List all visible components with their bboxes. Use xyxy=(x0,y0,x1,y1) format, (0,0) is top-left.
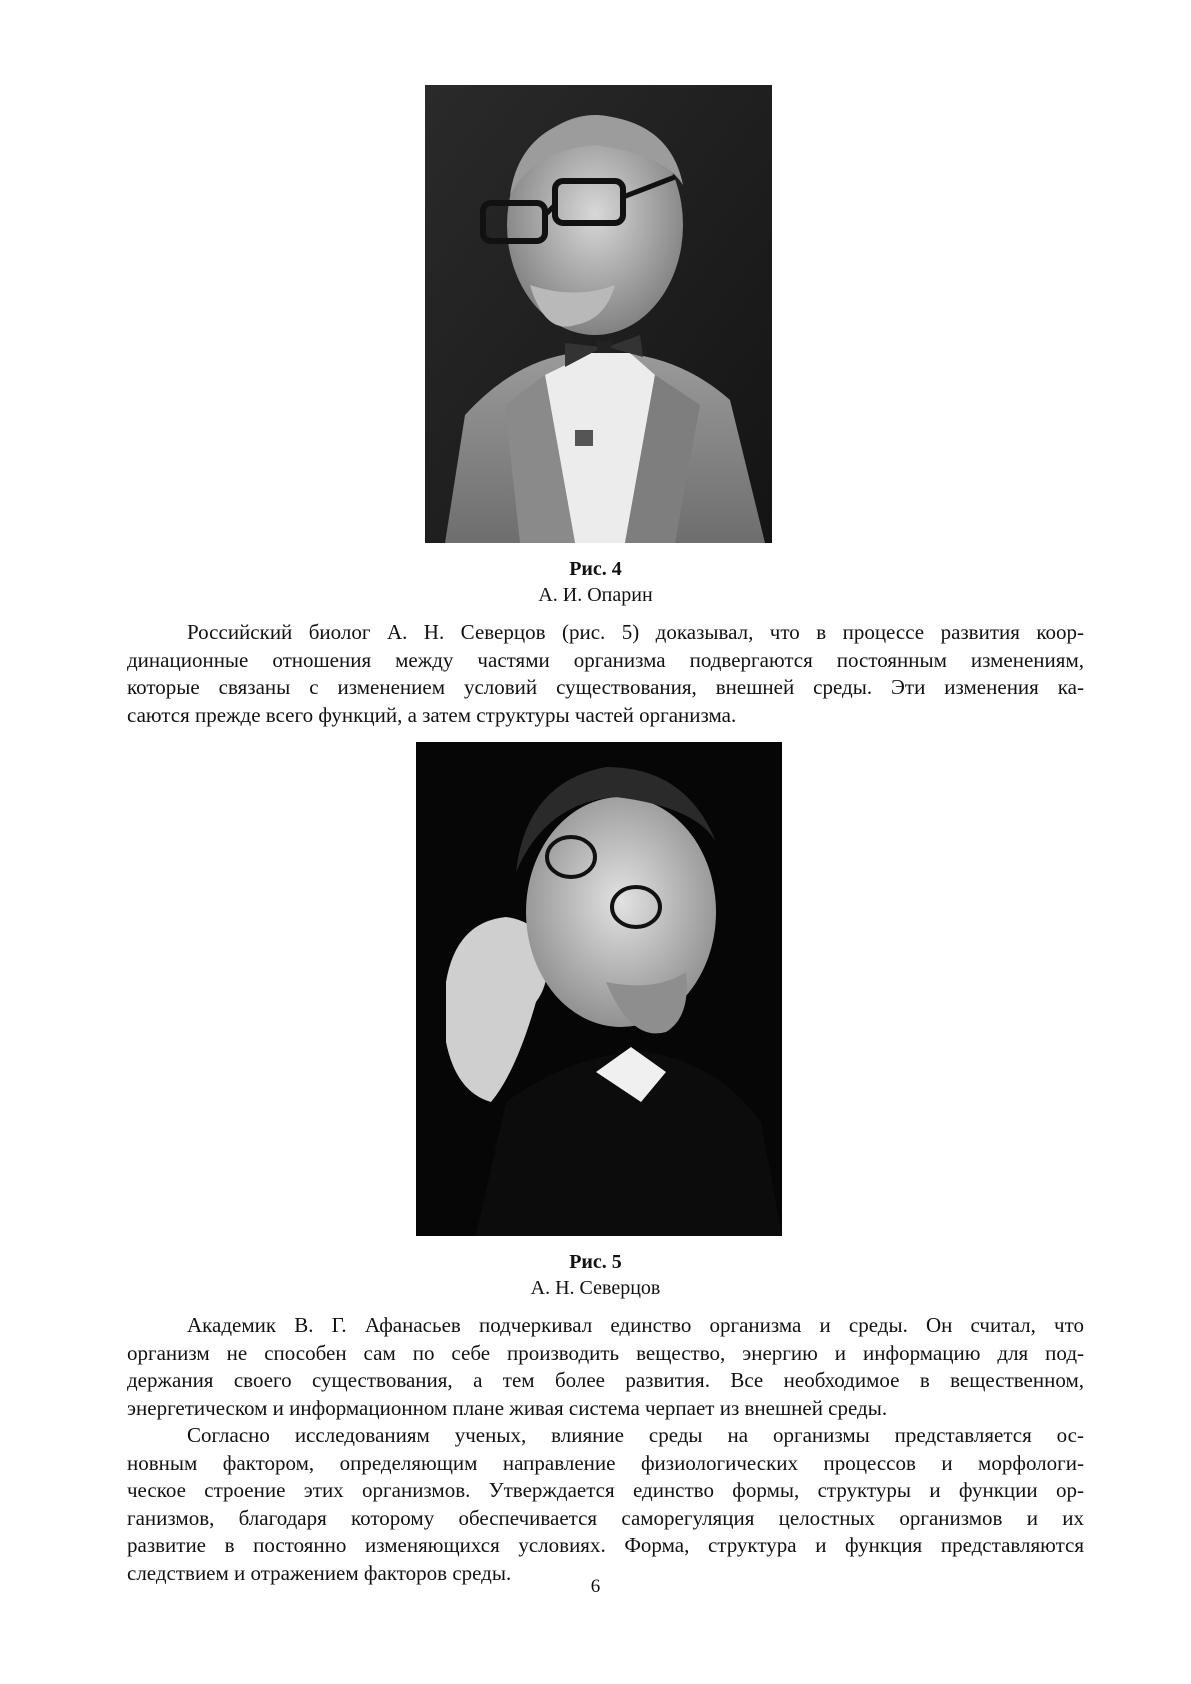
portrait-photo-icon xyxy=(425,85,772,543)
paragraph-1 xyxy=(127,619,1084,729)
figure-5-number: Рис. 5 xyxy=(569,1251,622,1273)
paragraph-2-line: энергетическом и информационном плане живая система черпает из внешней среды. xyxy=(127,1395,888,1420)
paragraph-2-line: организм не способен сам по себе производить вещество, энергию и информацию для под- xyxy=(127,1340,1084,1365)
paragraph-1-line: которые связаны с изменением условий существования, внешней среды. Эти изменения ка- xyxy=(127,675,1084,699)
paragraph-2-line: Академик В. Г. Афанасьев подчеркивал единство организма и среды. Он считал, что xyxy=(187,1313,1084,1337)
paragraph-2-line: держания своего существования, а тем более развития. Все необходимое в вещественном, xyxy=(127,1368,1084,1392)
paragraph-1-line: динационные отношения между частями организма подвергаются постоянным изменениям, xyxy=(127,647,1084,672)
paragraph-3-line: ческое строение этих организмов. Утверждается единство формы, структуры и функции ор- xyxy=(127,1478,1084,1502)
paragraph-3-line: Согласно исследованиям ученых, влияние среды на организмы представляется ос- xyxy=(187,1423,1084,1447)
paragraph-1-line: Российский биолог А. Н. Северцов (рис. 5) доказывал, что в процессе развития коор- xyxy=(187,620,1084,644)
paragraph-3-line: следствием и отражением факторов среды. xyxy=(127,1560,512,1585)
paragraph-1-line: саются прежде всего функций, а затем структуры частей организма. xyxy=(127,702,737,727)
paragraph-3-line: ганизмов, благодаря которому обеспечивается саморегуляция целостных организмов и их xyxy=(127,1505,1084,1530)
figure-4-caption xyxy=(0,556,1191,608)
figure-4-number: Рис. 4 xyxy=(569,558,622,580)
paragraph-3-line: развитие в постоянно изменяющихся условиях. Форма, структура и функция представляются xyxy=(127,1533,1084,1557)
figure-5-caption-text: А. Н. Северцов xyxy=(530,1277,661,1299)
figure-5-caption xyxy=(0,1249,1191,1301)
paragraph-2 xyxy=(127,1312,1084,1422)
figure-5-portrait-photo xyxy=(416,742,782,1236)
figure-4-portrait-photo xyxy=(425,85,772,543)
paragraph-3 xyxy=(127,1422,1084,1587)
paragraph-3-line: новным фактором, определяющим направление физиологических процессов и морфологи- xyxy=(127,1450,1084,1475)
page-number: 6 xyxy=(590,1576,601,1597)
figure-4-caption-text: А. И. Опарин xyxy=(538,584,653,606)
portrait-photo-icon xyxy=(416,742,782,1236)
